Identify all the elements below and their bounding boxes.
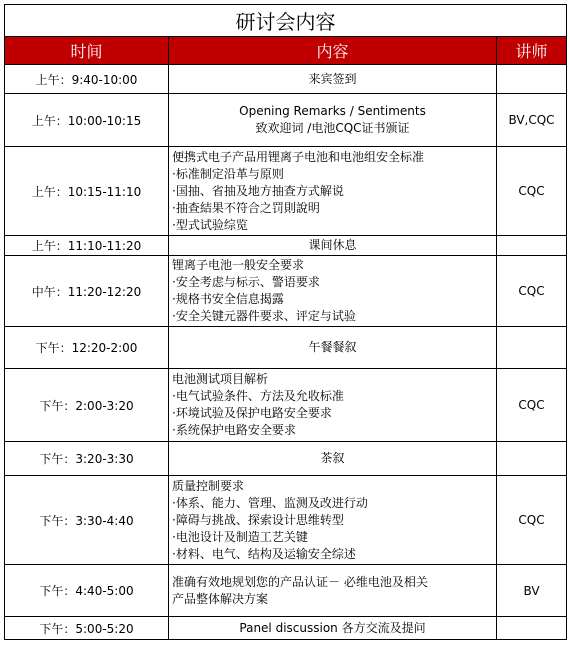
agenda-speaker: CQC [497,147,567,236]
agenda-bullet: ·材料、电气、结构及运输安全综述 [172,546,356,561]
agenda-speaker: BV,CQC [497,94,567,147]
agenda-content-line: 课间休息 [308,238,357,252]
agenda-content-line: 锂离子电池一般安全要求 [172,258,305,272]
agenda-content [169,94,497,147]
agenda-bullet: ·标准制定沿革与原则 [172,166,284,181]
agenda-content-line: 质量控制要求 [172,478,245,493]
agenda-content [169,327,497,369]
agenda-bullet: ·安全关键元器件要求、评定与试验 [172,309,356,323]
agenda-bullet: ·体系、能力、管理、监测及改进行动 [172,495,368,510]
agenda-content-line: 午餐餐叙 [308,340,357,354]
agenda-row [5,369,567,442]
agenda-row [5,442,567,476]
agenda-content-line: 产品整体解决方案 [172,591,269,606]
agenda-content [169,65,497,94]
agenda-time: 下午：12:20-2:00 [5,327,169,369]
agenda-row [5,94,567,147]
agenda-bullet: ·电池设计及制造工艺关键 [172,529,308,544]
agenda-content-line: Opening Remarks / Sentiments [239,104,426,118]
agenda-row [5,617,567,640]
agenda-speaker [497,236,567,256]
agenda-bullet: ·障碍与挑战、探索设计思维转型 [172,512,344,527]
agenda-bullet: ·电气试验条件、方法及允收标准 [172,389,344,403]
agenda-time: 上午：9:40-10:00 [5,65,169,94]
agenda-bullet: ·抽查結果不符合之罚則說明 [172,200,320,215]
agenda-speaker [497,442,567,476]
agenda-time: 下午：2:00-3:20 [5,369,169,442]
agenda-speaker [497,65,567,94]
agenda-speaker: CQC [497,369,567,442]
agenda-row [5,147,567,236]
agenda-content-line: 来宾签到 [308,71,357,86]
agenda-speaker: CQC [497,476,567,565]
agenda-row [5,236,567,256]
agenda-speaker: CQC [497,256,567,327]
agenda-content [169,236,497,256]
agenda-table [4,4,567,640]
agenda-time: 下午：4:40-5:00 [5,565,169,617]
agenda-content-line: 准确有效地规划您的产品认证－ 必维电池及相关 [172,574,428,589]
agenda-time: 上午：10:15-11:10 [5,147,169,236]
agenda-speaker [497,327,567,369]
agenda-content-line: 电池测试项目解析 [172,372,269,386]
column-header-time: 时间 [5,37,169,65]
agenda-row [5,256,567,327]
agenda-content [169,617,497,640]
agenda-bullet: ·规格书安全信息揭露 [172,292,284,306]
agenda-speaker [497,617,567,640]
page-title: 研讨会内容 [5,5,567,37]
agenda-content [169,147,497,236]
agenda-bullet: ·环境试验及保护电路安全要求 [172,406,332,420]
agenda-bullet: ·安全考虑与标示、警语要求 [172,275,320,289]
agenda-time: 上午：10:00-10:15 [5,94,169,147]
agenda-time: 下午：3:20-3:30 [5,442,169,476]
agenda-time: 中午：11:20-12:20 [5,256,169,327]
seminar-agenda [4,4,566,640]
agenda-row [5,65,567,94]
agenda-bullet: ·型式试验综览 [172,217,248,232]
agenda-content-line: 茶叙 [320,451,345,465]
agenda-content [169,256,497,327]
column-header-content: 内容 [169,37,497,65]
agenda-time: 上午：11:10-11:20 [5,236,169,256]
agenda-bullet: ·国抽、省抽及地方抽查方式解说 [172,183,344,198]
agenda-row [5,565,567,617]
agenda-content [169,476,497,565]
agenda-time: 下午：5:00-5:20 [5,617,169,640]
agenda-body [5,65,567,640]
agenda-speaker: BV [497,565,567,617]
agenda-bullet: ·系统保护电路安全要求 [172,423,296,437]
agenda-content [169,442,497,476]
agenda-content-line: 致欢迎词 /电池CQC证书颁证 [255,121,410,135]
agenda-content-line: 便携式电子产品用锂离子电池和电池组安全标准 [172,149,425,164]
agenda-content-line: Panel discussion 各方交流及提问 [239,620,426,635]
agenda-row [5,476,567,565]
agenda-time: 下午：3:30-4:40 [5,476,169,565]
agenda-content [169,369,497,442]
agenda-content [169,565,497,617]
agenda-row [5,327,567,369]
column-header-speaker: 讲师 [497,37,567,65]
